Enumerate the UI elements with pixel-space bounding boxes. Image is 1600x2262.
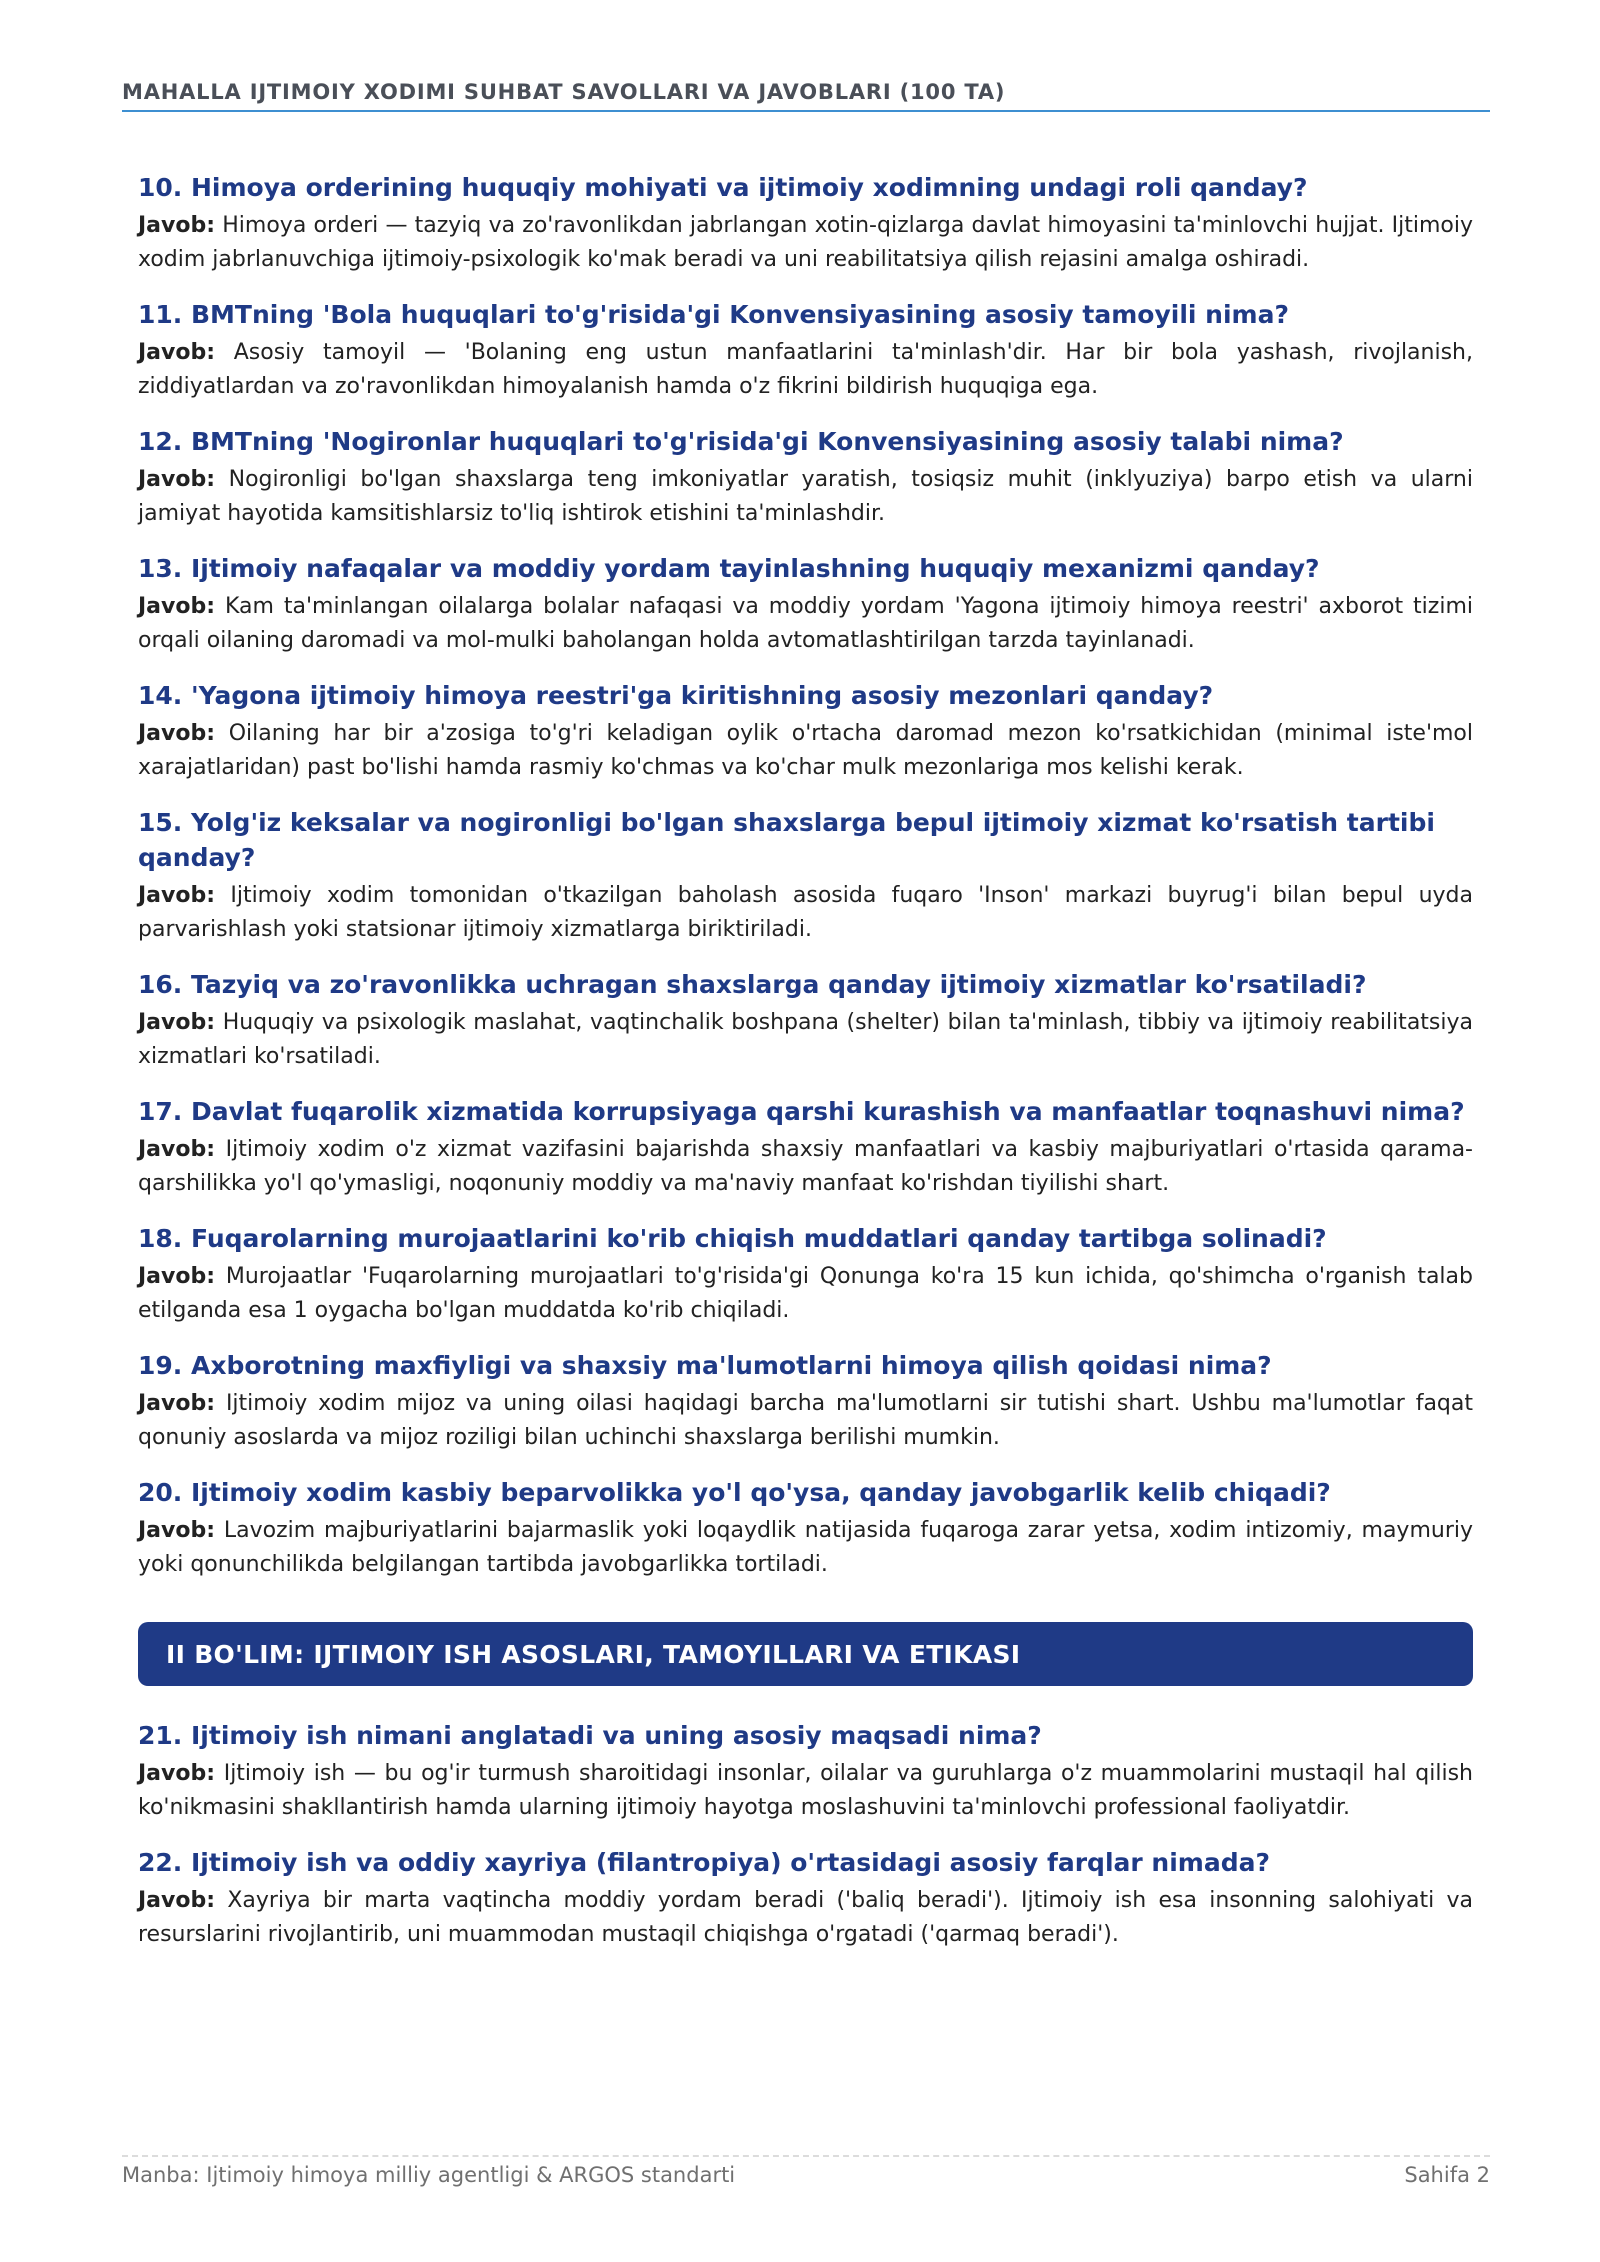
qa-list-part2	[138, 1718, 1473, 1952]
answer-label: Javob:	[138, 1518, 216, 1543]
answer-text: Ijtimoiy xodim o'z xizmat vazifasini bajarishda shaxsiy manfaatlari va kasbiy majburiyatlari o'rtasida qarama-qarshilikka yo'l qo'ymasligi, noqonuniy moddiy va ma'naviy manfaat ko'rishdan tiyilishi shart.	[138, 1137, 1473, 1196]
answer-label: Javob:	[138, 1137, 216, 1162]
qa-item	[138, 805, 1473, 947]
answer-text: Xayriya bir marta vaqtincha moddiy yordam beradi ('baliq beradi'). Ijtimoiy ish esa insonning salohiyati va resurslarini rivojlantirib, uni muammodan mustaqil chiqishga o'rgatadi ('qarmaq beradi').	[138, 1888, 1474, 1947]
question: 16. Tazyiq va zo'ravonlikka uchragan shaxslarga qanday ijtimoiy xizmatlar ko'rsatiladi?	[138, 970, 1367, 999]
answer	[138, 590, 1473, 658]
qa-item	[138, 1845, 1473, 1952]
section-banner: II BO'LIM: IJTIMOIY ISH ASOSLARI, TAMOYILLARI VA ETIKASI	[138, 1622, 1473, 1686]
answer-text: Ijtimoiy ish — bu og'ir turmush sharoitidagi insonlar, oilalar va guruhlarga o'z muammolarini mustaqil hal qilish ko'nikmasini shakllantirish hamda ularning ijtimoiy hayotga moslashuvini ta'minlovchi professional faoliyatdir.	[138, 1761, 1473, 1820]
answer-text: Oilaning har bir a'zosiga to'g'ri keladigan oylik o'rtacha daromad mezon ko'rsatkichidan (minimal iste'mol xarajatlaridan) past bo'lishi hamda rasmiy ko'chmas va ko'char mulk mezonlariga mos kelishi kerak.	[138, 721, 1473, 780]
qa-item	[138, 1221, 1473, 1328]
question: 22. Ijtimoiy ish va oddiy xayriya (filantropiya) o'rtasidagi asosiy farqlar nimada?	[138, 1848, 1270, 1877]
answer	[138, 1006, 1473, 1074]
answer-label: Javob:	[138, 1010, 216, 1035]
question: 21. Ijtimoiy ish nimani anglatadi va uning asosiy maqsadi nima?	[138, 1721, 1042, 1750]
answer-text: Asosiy tamoyil — 'Bolaning eng ustun manfaatlarini ta'minlash'dir. Har bir bola yashash, rivojlanish, ziddiyatlardan va zo'ravonlikdan himoyalanish hamda o'z fikrini bildirish huquqiga ega.	[138, 340, 1473, 399]
answer	[138, 1757, 1473, 1825]
answer-label: Javob:	[138, 1391, 216, 1416]
answer-text: Himoya orderi — tazyiq va zo'ravonlikdan jabrlangan xotin-qizlarga davlat himoyasini ta'minlovchi hujjat. Ijtimoiy xodim jabrlanuvchiga ijtimoiy-psixologik ko'mak beradi va uni reabilitatsiya qilish rejasini amalga oshiradi.	[138, 213, 1473, 272]
answer-label: Javob:	[138, 340, 216, 365]
answer	[138, 1514, 1473, 1582]
answer-label: Javob:	[138, 1761, 216, 1786]
page-content	[138, 170, 1473, 1972]
question: 14. 'Yagona ijtimoiy himoya reestri'ga kiritishning asosiy mezonlari qanday?	[138, 681, 1214, 710]
question: 10. Himoya orderining huquqiy mohiyati va ijtimoiy xodimning undagi roli qanday?	[138, 173, 1308, 202]
answer	[138, 1133, 1473, 1201]
answer-label: Javob:	[138, 1888, 216, 1913]
page-footer	[122, 2155, 1490, 2187]
answer-text: Murojaatlar 'Fuqarolarning murojaatlari to'g'risida'gi Qonunga ko'ra 15 kun ichida, qo'shimcha o'rganish talab etilganda esa 1 oygacha bo'lgan muddatda ko'rib chiqiladi.	[138, 1264, 1473, 1323]
qa-item	[138, 1475, 1473, 1582]
question: 12. BMTning 'Nogironlar huquqlari to'g'risida'gi Konvensiyasining asosiy talabi nima?	[138, 427, 1344, 456]
answer	[138, 717, 1473, 785]
answer	[138, 1884, 1473, 1952]
answer-text: Kam ta'minlangan oilalarga bolalar nafaqasi va moddiy yordam 'Yagona ijtimoiy himoya reestri' axborot tizimi orqali oilaning daromadi va mol-mulki baholangan holda avtomatlashtirilgan tarzda tayinlanadi.	[138, 594, 1473, 653]
question: 11. BMTning 'Bola huquqlari to'g'risida'gi Konvensiyasining asosiy tamoyili nima?	[138, 300, 1289, 329]
answer-label: Javob:	[138, 594, 216, 619]
question: 20. Ijtimoiy xodim kasbiy beparvolikka yo'l qo'ysa, qanday javobgarlik kelib chiqadi?	[138, 1478, 1331, 1507]
question: 17. Davlat fuqarolik xizmatida korrupsiyaga qarshi kurashish va manfaatlar toqnashuvi nima?	[138, 1097, 1465, 1126]
question: 13. Ijtimoiy nafaqalar va moddiy yordam tayinlashning huquqiy mexanizmi qanday?	[138, 554, 1320, 583]
qa-item	[138, 967, 1473, 1074]
qa-item	[138, 297, 1473, 404]
question: 15. Yolg'iz keksalar va nogironligi bo'lgan shaxslarga bepul ijtimoiy xizmat ko'rsatish tartibi qanday?	[138, 808, 1435, 872]
qa-list-part1	[138, 170, 1473, 1582]
footer-source: Manba: Ijtimoiy himoya milliy agentligi & ARGOS standarti	[122, 2163, 736, 2187]
qa-item	[138, 551, 1473, 658]
qa-item	[138, 1718, 1473, 1825]
answer-text: Lavozim majburiyatlarini bajarmaslik yoki loqaydlik natijasida fuqaroga zarar yetsa, xodim intizomiy, maymuriy yoki qonunchilikda belgilangan tartibda javobgarlikka tortiladi.	[138, 1518, 1473, 1577]
answer	[138, 1260, 1473, 1328]
running-header: MAHALLA IJTIMOIY XODIMI SUHBAT SAVOLLARI VA JAVOBLARI (100 TA)	[122, 80, 1490, 112]
answer-text: Nogironligi bo'lgan shaxslarga teng imkoniyatlar yaratish, tosiqsiz muhit (inklyuziya) barpo etish va ularni jamiyat hayotida kamsitishlarsiz to'liq ishtirok etishini ta'minlashdir.	[138, 467, 1473, 526]
qa-item	[138, 424, 1473, 531]
answer-text: Ijtimoiy xodim mijoz va uning oilasi haqidagi barcha ma'lumotlarni sir tutishi shart. Ushbu ma'lumotlar faqat qonuniy asoslarda va mijoz roziligi bilan uchinchi shaxslarga berilishi mumkin.	[138, 1391, 1473, 1450]
answer-text: Huquqiy va psixologik maslahat, vaqtinchalik boshpana (shelter) bilan ta'minlash, tibbiy va ijtimoiy reabilitatsiya xizmatlari ko'rsatiladi.	[138, 1010, 1473, 1069]
answer	[138, 463, 1473, 531]
qa-item	[138, 678, 1473, 785]
page-number: Sahifa 2	[1404, 2163, 1490, 2187]
qa-item	[138, 1348, 1473, 1455]
question: 18. Fuqarolarning murojaatlarini ko'rib chiqish muddatlari qanday tartibga solinadi?	[138, 1224, 1327, 1253]
answer-label: Javob:	[138, 1264, 216, 1289]
answer-label: Javob:	[138, 213, 216, 238]
qa-item	[138, 1094, 1473, 1201]
answer-label: Javob:	[138, 721, 216, 746]
answer-label: Javob:	[138, 883, 216, 908]
answer	[138, 209, 1473, 277]
answer	[138, 879, 1473, 947]
qa-item	[138, 170, 1473, 277]
answer	[138, 336, 1473, 404]
answer-text: Ijtimoiy xodim tomonidan o'tkazilgan baholash asosida fuqaro 'Inson' markazi buyrug'i bilan bepul uyda parvarishlash yoki statsionar ijtimoiy xizmatlarga biriktiriladi.	[138, 883, 1473, 942]
answer-label: Javob:	[138, 467, 216, 492]
answer	[138, 1387, 1473, 1455]
question: 19. Axborotning maxfiyligi va shaxsiy ma'lumotlarni himoya qilish qoidasi nima?	[138, 1351, 1272, 1380]
